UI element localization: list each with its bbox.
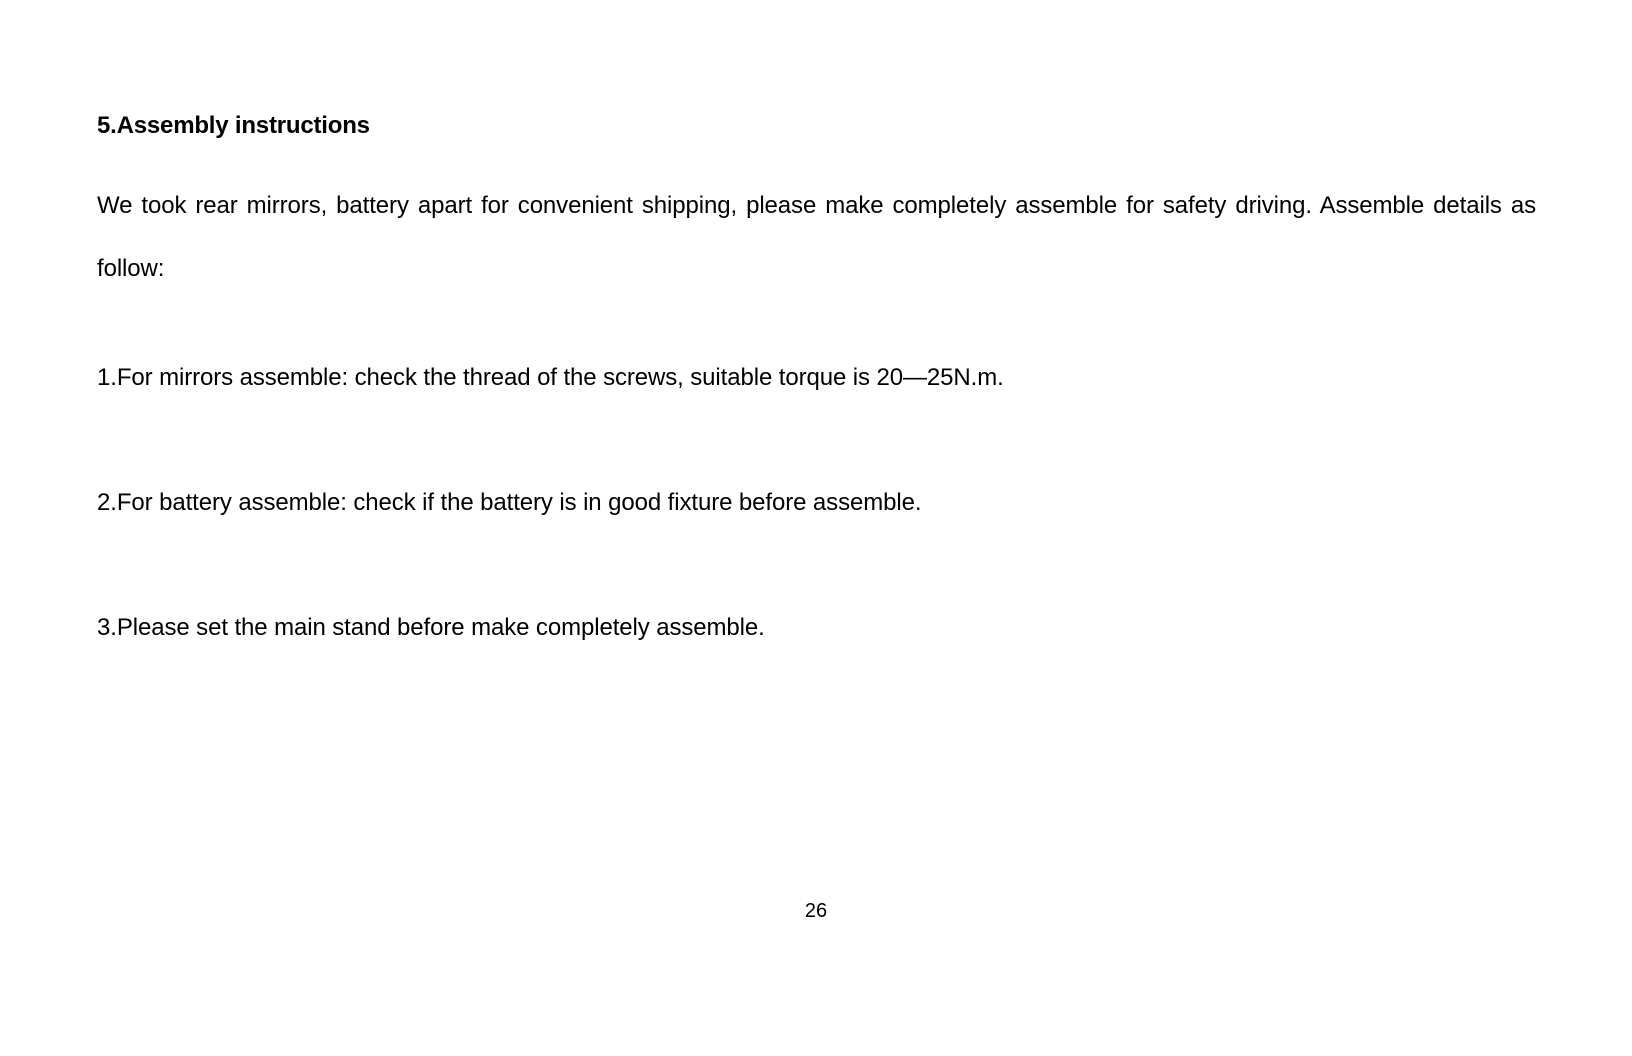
page-number: 26 xyxy=(804,900,828,922)
step-item-3: 3.Please set the main stand before make completely assemble. xyxy=(97,614,765,641)
step-item-2: 2.For battery assemble: check if the battery is in good fixture before assemble. xyxy=(97,489,922,516)
intro-paragraph: We took rear mirrors, battery apart for convenient shipping, please make completely assemble for safety driving. Assemble details as follow: xyxy=(97,192,1536,282)
step-item-1: 1.For mirrors assemble: check the thread of the screws, suitable torque is 20—25N.m. xyxy=(97,364,1004,391)
section-heading: 5.Assembly instructions xyxy=(97,112,370,139)
